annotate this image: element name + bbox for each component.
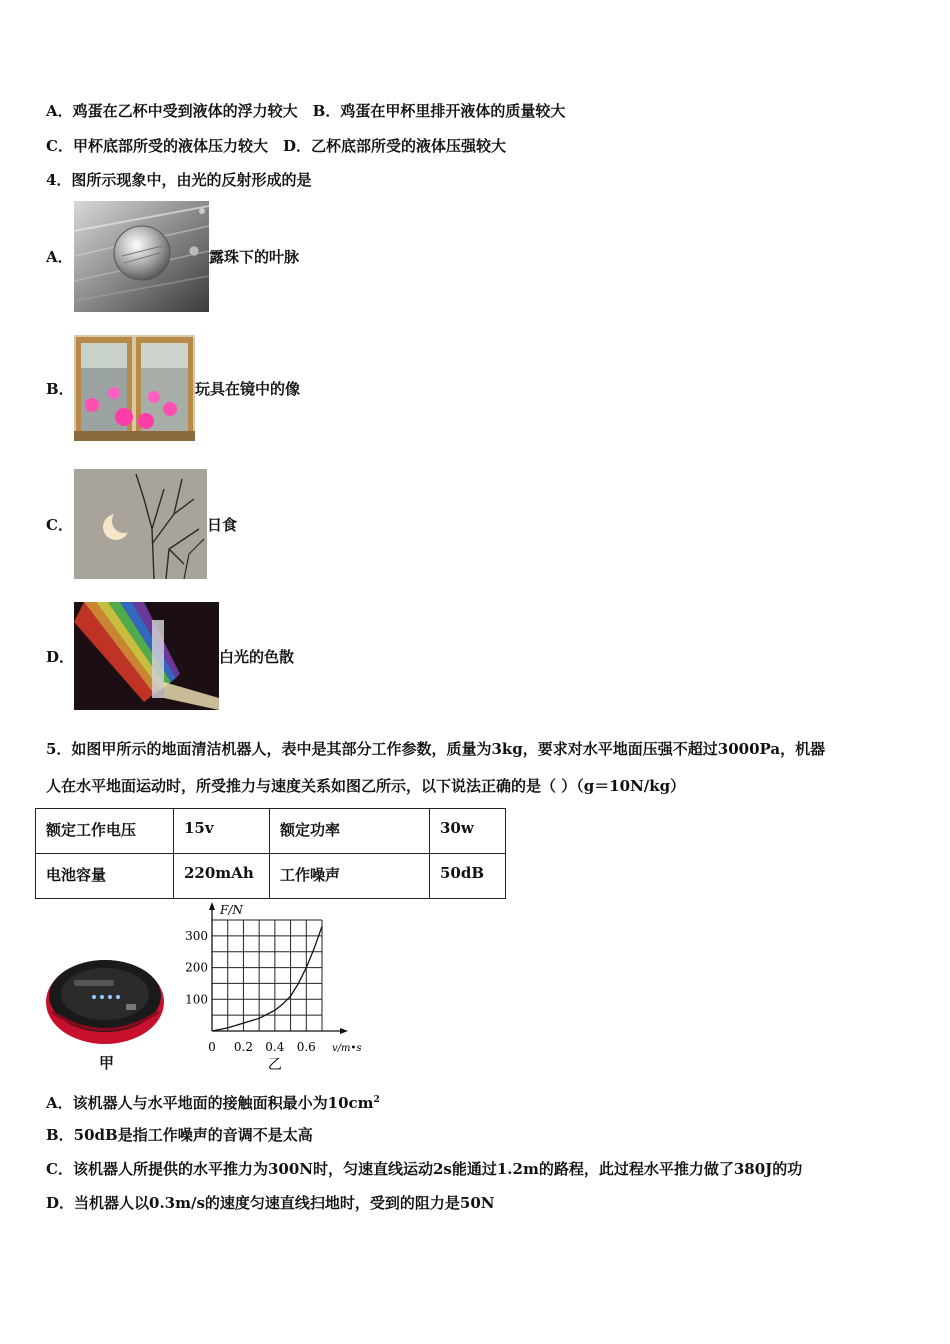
q4-option-c — [46, 469, 237, 579]
q4-option-d — [46, 602, 294, 710]
q5-option-d: D．当机器人以0.3m/s的速度匀速直线扫地时，受到的阻力是50N — [46, 1194, 495, 1212]
q4-option-d-letter: D． — [46, 647, 75, 666]
q5-option-a-superscript: 2 — [373, 1095, 380, 1105]
x-tick-label: 0 — [208, 1040, 216, 1054]
table-cell: 电池容量 — [36, 854, 174, 899]
x-tick-label: 0.4 — [265, 1040, 285, 1054]
y-axis-arrow — [209, 902, 215, 910]
force-velocity-chart — [180, 900, 370, 1072]
q4-option-d-caption: 白光的色散 — [219, 647, 295, 666]
x-axis-label: v/m•s — [332, 1043, 362, 1054]
q4-option-a-caption: 露珠下的叶脉 — [209, 248, 300, 266]
toy-mirror-image — [74, 335, 195, 441]
robot-parameter-table — [35, 808, 506, 899]
q4-option-b-caption: 玩具在镜中的像 — [195, 379, 301, 398]
table-cell: 30w — [430, 809, 506, 854]
x-tick-label: 0.6 — [296, 1040, 316, 1054]
q4-option-c-letter: C． — [46, 515, 73, 534]
q5-option-a — [46, 1090, 380, 1113]
y-tick-label: 100 — [185, 992, 208, 1007]
dewdrop-leaf-image — [74, 201, 209, 312]
table-cell: 工作噪声 — [270, 854, 430, 899]
q5-stem-line1: 5．如图甲所示的地面清洁机器人，表中是其部分工作参数，质量为3kg，要求对水平地面压强不超过3000Pa，机器 — [46, 740, 826, 758]
x-axis-arrow — [340, 1028, 348, 1034]
fig-yi-label: 乙 — [267, 1057, 282, 1072]
table-cell: 50dB — [430, 854, 506, 899]
q5-stem-line2: 人在水平地面运动时，所受推力与速度关系如图乙所示，以下说法正确的是（ ）（g＝10N/kg） — [46, 777, 686, 795]
q5-option-a-text: A．该机器人与水平地面的接触面积最小为10cm — [46, 1094, 374, 1112]
q4-option-b — [46, 335, 300, 441]
y-tick-label: 300 — [185, 928, 208, 943]
table-cell: 额定工作电压 — [36, 809, 174, 854]
prism-dispersion-image — [74, 602, 219, 710]
table-row — [36, 809, 506, 854]
q5-option-b: B．50dB是指工作噪声的音调不是太高 — [46, 1126, 313, 1144]
q5-option-c: C．该机器人所提供的水平推力为300N时，匀速直线运动2s能通过1.2m的路程，此过程水平推力做了380J的功 — [46, 1160, 803, 1178]
q3-options-cd: C．甲杯底部所受的液体压力较大 D．乙杯底部所受的液体压强较大 — [46, 137, 506, 155]
q4-option-b-letter: B． — [46, 379, 74, 398]
y-axis-label: F/N — [220, 903, 243, 917]
table-row — [36, 854, 506, 899]
y-tick-label: 200 — [185, 960, 208, 975]
q3-options-ab: A．鸡蛋在乙杯中受到液体的浮力较大 B．鸡蛋在甲杯里排开液体的质量较大 — [46, 102, 566, 120]
robot-image — [44, 952, 166, 1047]
table-cell: 额定功率 — [270, 809, 430, 854]
table-cell: 15v — [174, 809, 270, 854]
fig-jia-label: 甲 — [99, 1054, 115, 1072]
table-cell: 220mAh — [174, 854, 270, 899]
solar-eclipse-image — [74, 469, 207, 579]
x-tick-label: 0.2 — [233, 1040, 253, 1054]
q4-option-a — [46, 201, 299, 312]
q4-option-c-caption: 日食 — [207, 515, 238, 534]
q4-stem: 4．图所示现象中，由光的反射形成的是 — [46, 171, 312, 189]
q4-option-a-letter: A． — [46, 248, 73, 266]
